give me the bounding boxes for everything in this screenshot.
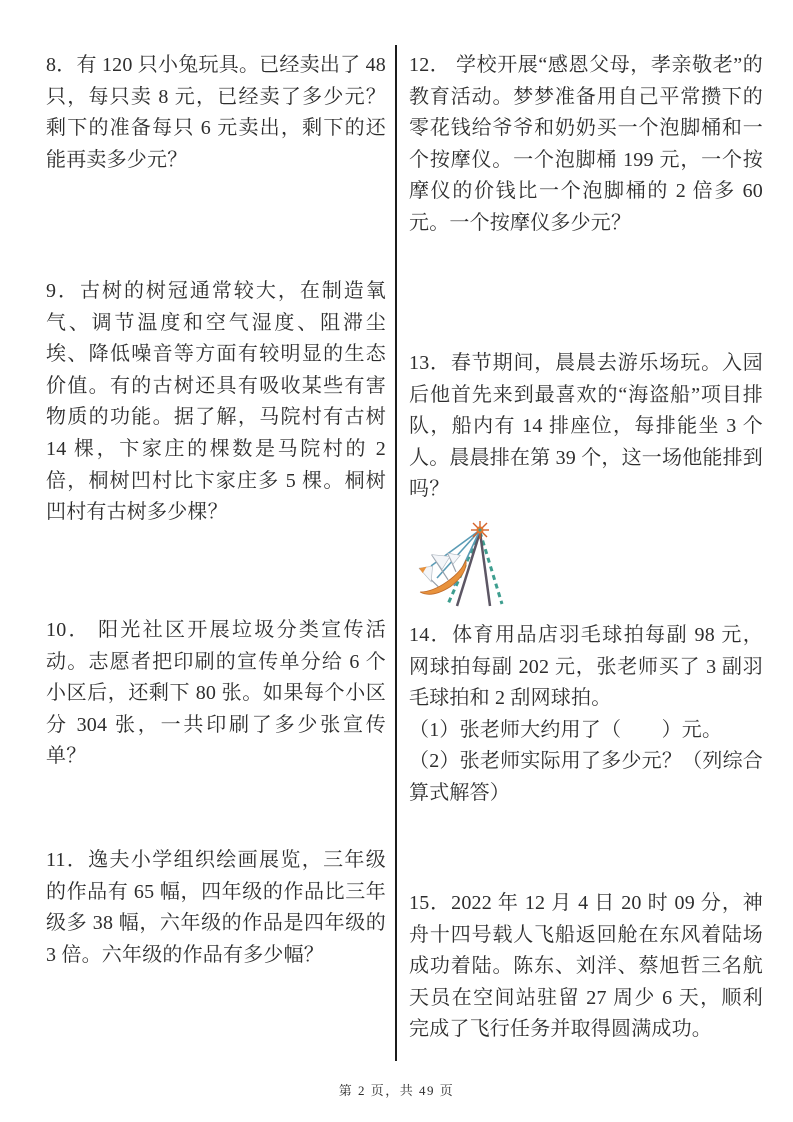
column-divider — [395, 45, 397, 1061]
problem-10-text: 10． 阳光社区开展垃圾分类宣传活动。志愿者把印刷的宣传单分给 6 个小区后，还剩下 80 张。如果每个小区分 304 张，一共印刷了多少张宣传单？ — [46, 619, 386, 768]
problem-12-text: 12． 学校开展“感恩父母，孝亲敬老”的教育活动。梦梦准备用自己平常攒下的零花钱给爷爷和奶奶买一个泡脚桶和一个按摩仪。一个泡脚桶 199 元，一个按摩仪的价钱比一个泡脚桶的 2 倍多 60 元。一个按摩仪多少元？ — [409, 54, 763, 234]
problem-14 — [409, 620, 763, 810]
frame-leg-dark-right — [480, 532, 490, 606]
problem-14-sub2: （2）张老师实际用了多少元？（列综合算式解答） — [409, 750, 763, 804]
problem-11 — [46, 845, 386, 971]
problem-15 — [409, 888, 763, 1046]
page-footer — [0, 1080, 793, 1099]
page-number-label: 第 2 页，共 49 页 — [338, 1083, 455, 1098]
problem-15-text: 15．2022 年 12 月 4 日 20 时 09 分，神舟十四号载人飞船返回舱在东风着陆场成功着陆。陈东、刘洋、蔡旭哲三名航天员在空间站驻留 27 周少 6 天，顺利完成了飞行任务并取得圆满成功。 — [409, 892, 763, 1041]
problem-13 — [409, 348, 763, 506]
problem-14-sub1: （1）张老师大约用了（ ）元。 — [409, 718, 723, 741]
problem-14-text: 14．体育用品店羽毛球拍每副 98 元，网球拍每副 202 元，张老师买了 3 副羽毛球拍和 2 刮网球拍。 — [409, 624, 763, 710]
problem-13-text: 13．春节期间，晨晨去游乐场玩。入园后他首先来到最喜欢的“海盗船”项目排队，船内有 14 排座位，每排能坐 3 个人。晨晨排在第 39 个，这一场他能排到吗？ — [409, 352, 763, 501]
frame-leg-dashed-right — [480, 532, 502, 604]
problem-9-text: 9．古树的树冠通常较大，在制造氧气、调节温度和空气湿度、阻滞尘埃、降低噪音等方面有较明显的生态价值。有的古树还具有吸收某些有害物质的功能。据了解，马院村有古树 14 棵，卞家庄的棵数是马院村的 2 倍，桐树凹村比卞家庄多 5 棵。桐树凹村有古树多少棵？ — [46, 280, 386, 524]
problem-9 — [46, 276, 386, 529]
problem-8 — [46, 50, 386, 176]
pirate-ship-ride-illustration — [409, 516, 569, 612]
problem-10 — [46, 615, 386, 773]
problem-11-text: 11．逸夫小学组织绘画展览，三年级的作品有 65 幅，四年级的作品比三年级多 38 幅，六年级的作品是四年级的 3 倍。六年级的作品有多少幅？ — [46, 849, 386, 966]
hub — [471, 521, 489, 539]
boat — [409, 540, 473, 602]
problem-8-text: 8．有 120 只小兔玩具。已经卖出了 48 只，每只卖 8 元，已经卖了多少元？剩下的准备每只 6 元卖出，剩下的还能再卖多少元？ — [46, 54, 386, 171]
left-column — [46, 0, 386, 1122]
problem-12 — [409, 50, 763, 240]
right-column — [409, 0, 763, 1122]
